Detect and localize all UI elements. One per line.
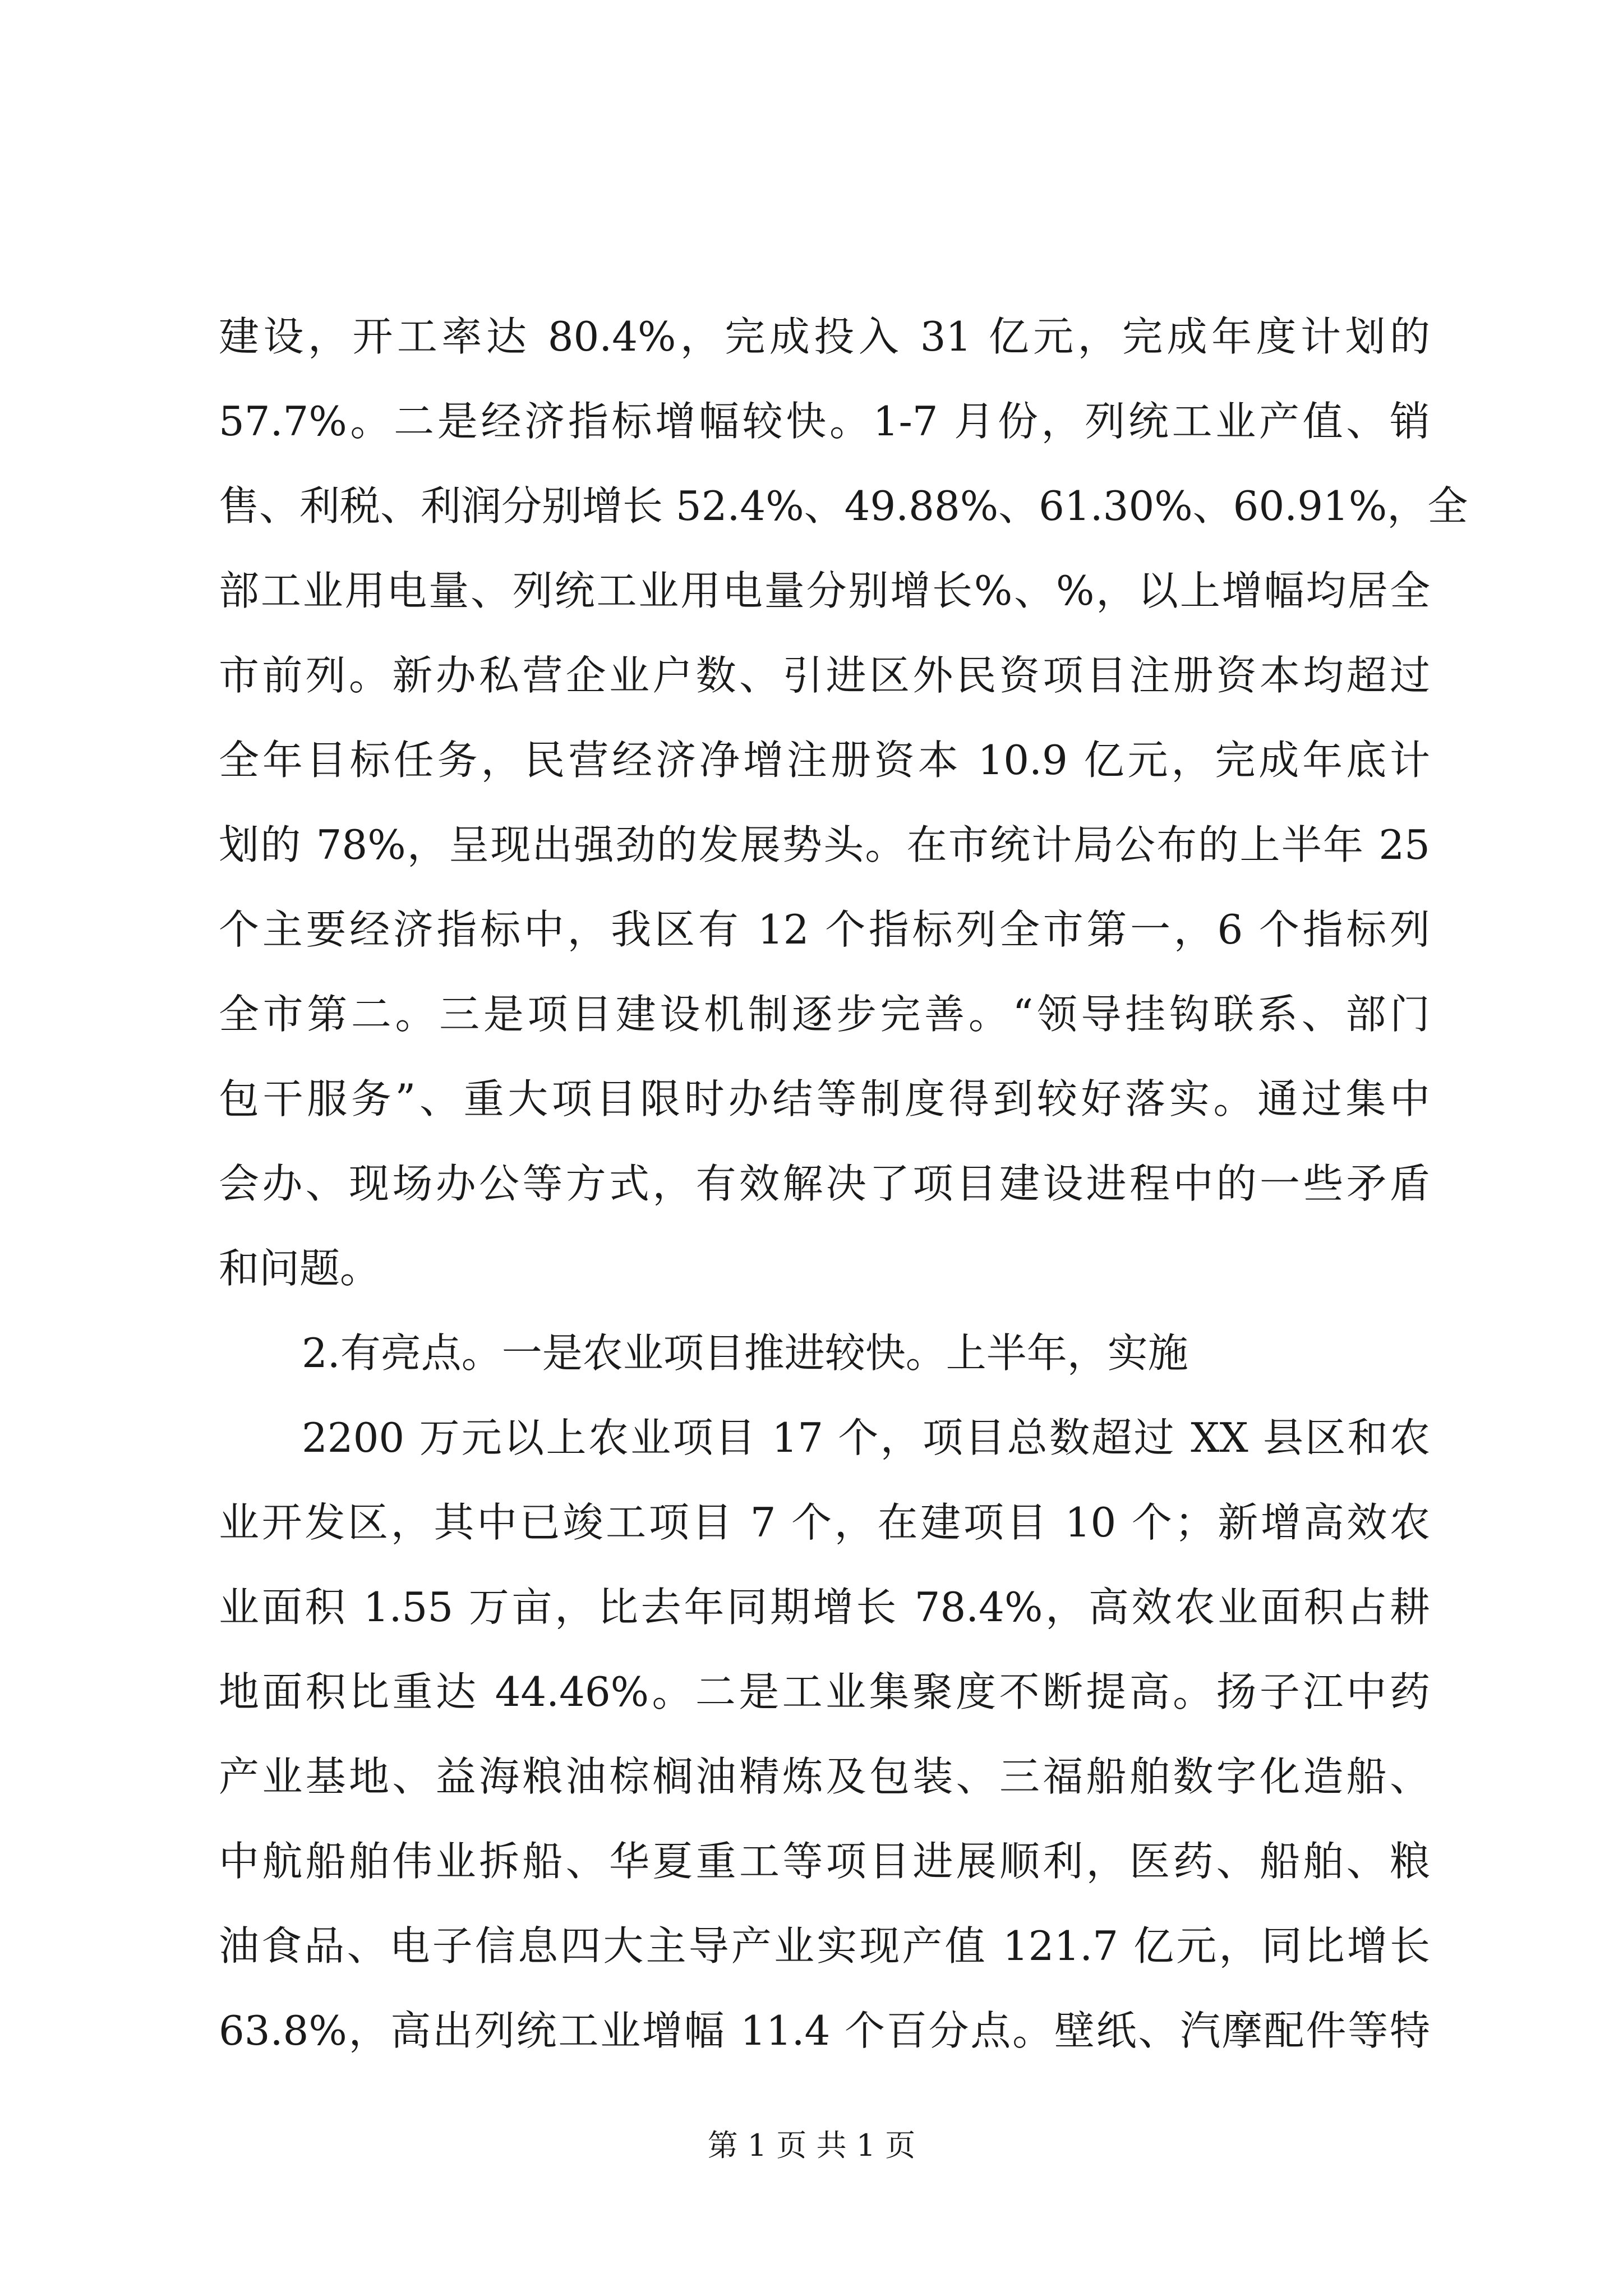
- text-line: 业面积 1.55 万亩，比去年同期增长 78.4%，高效农业面积占耕: [219, 1584, 1430, 1631]
- paragraph-start-line: 2200 万元以上农业项目 17 个，项目总数超过 XX 县区和农: [302, 1414, 1430, 1461]
- text-line: 会办、现场办公等方式，有效解决了项目建设进程中的一些矛盾: [219, 1160, 1430, 1207]
- text-line: 划的 78%，呈现出强劲的发展势头。在市统计局公布的上半年 25: [219, 821, 1430, 868]
- text-line: 和问题。: [219, 1245, 381, 1292]
- text-line: 63.8%，高出列统工业增幅 11.4 个百分点。壁纸、汽摩配件等特: [219, 2007, 1430, 2054]
- text-line: 全年目标任务，民营经济净增注册资本 10.9 亿元，完成年底计: [219, 737, 1430, 784]
- text-line: 个主要经济指标中，我区有 12 个指标列全市第一，6 个指标列: [219, 906, 1430, 953]
- text-line: 地面积比重达 44.46%。二是工业集聚度不断提高。扬子江中药: [219, 1668, 1430, 1715]
- document-body: [219, 295, 1468, 2073]
- text-line: 售、利税、利润分别增长 52.4%、49.88%、61.30%、60.91%，全: [219, 482, 1468, 530]
- text-line: 57.7%。二是经济指标增幅较快。1-7 月份，列统工业产值、销: [219, 398, 1430, 445]
- text-line: 建设，开工率达 80.4%，完成投入 31 亿元，完成年度计划的: [219, 313, 1430, 360]
- page-number-footer: 第 1 页 共 1 页: [707, 2128, 916, 2163]
- text-line: 业开发区，其中已竣工项目 7 个，在建项目 10 个；新增高效农: [219, 1499, 1430, 1546]
- paragraph-start-line: 2.有亮点。一是农业项目推进较快。上半年，实施: [302, 1329, 1188, 1377]
- text-line: 包干服务”、重大项目限时办结等制度得到较好落实。通过集中: [219, 1075, 1430, 1122]
- text-line: 产业基地、益海粮油棕榈油精炼及包装、三福船舶数字化造船、: [219, 1753, 1430, 1800]
- text-line: 中航船舶伟业拆船、华夏重工等项目进展顺利，医药、船舶、粮: [219, 1838, 1430, 1885]
- text-line: 市前列。新办私营企业户数、引进区外民资项目注册资本均超过: [219, 652, 1430, 699]
- text-line: 全市第二。三是项目建设机制逐步完善。“领导挂钩联系、部门: [219, 991, 1430, 1038]
- text-line: 部工业用电量、列统工业用电量分别增长%、%，以上增幅均居全: [219, 567, 1430, 614]
- text-line: 油食品、电子信息四大主导产业实现产值 121.7 亿元，同比增长: [219, 1922, 1430, 1970]
